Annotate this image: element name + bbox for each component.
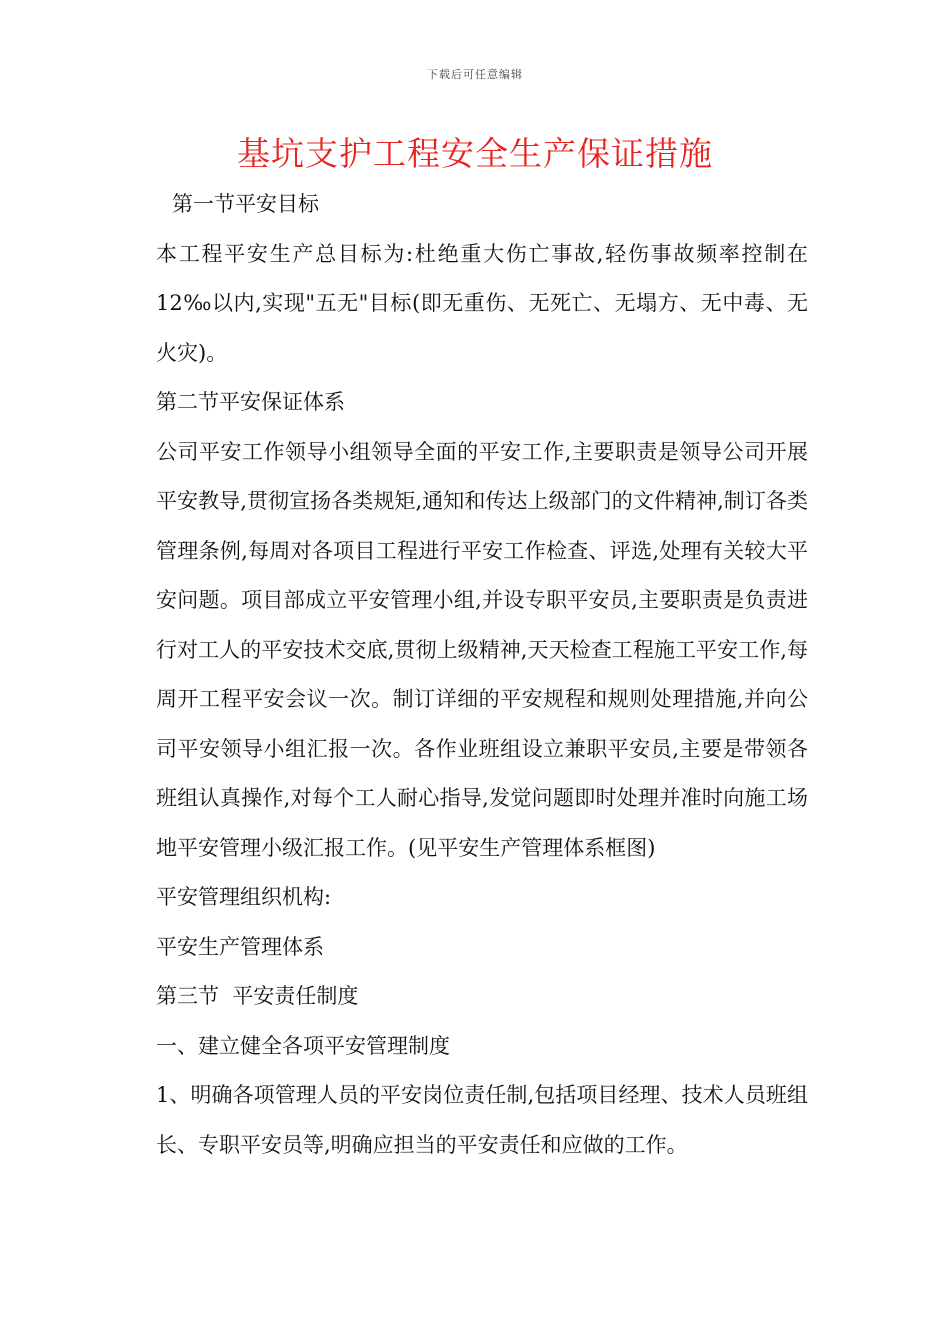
section-heading-1: 第一节平安目标	[172, 192, 319, 216]
paragraph-safety-system: 公司平安工作领导小组领导全面的平安工作,主要职责是领导公司开展平安教导,贯彻宣扬各类规矩,通知和传达上级部门的文件精神,制订各类管理条例,每周对各项目工程进行平安工作检查、评选,处理有关较大平安问题。项目部成立平安管理小组,并设专职平安员,主要职责是负责进行对工人的平安技术交底,贯彻上级精神,天天检查工程施工平安工作,每周开工程平安会议一次。制订详细的平安规程和规则处理措施,并向公司平安领导小组汇报一次。各作业班组设立兼职平安员,主要是带领各班组认真操作,对每个工人耐心指导,发觉问题即时处理并准时向施工场地平安管理小级汇报工作。(见平安生产管理体系框图)	[156, 439, 808, 860]
paragraph-management-system: 平安生产管理体系	[156, 934, 324, 959]
document-body	[146, 180, 808, 1170]
paragraph-safety-goal: 本工程平安生产总目标为:杜绝重大伤亡事故,轻伤事故频率控制在12‰以内,实现"五无"目标(即无重伤、无死亡、无塌方、无中毒、无火灾)。	[156, 241, 808, 365]
subheading-1: 一、建立健全各项平安管理制度	[156, 1033, 450, 1058]
section-heading-3: 第三节 平安责任制度	[156, 984, 359, 1008]
section-heading-2: 第二节平安保证体系	[156, 390, 345, 414]
header-note: 下载后可任意编辑	[427, 68, 523, 81]
paragraph-org-structure: 平安管理组织机构:	[156, 885, 332, 909]
document-title: 基坑支护工程安全生产保证措施	[237, 134, 713, 173]
paragraph-item-1: 1、明确各项管理人员的平安岗位责任制,包括项目经理、技术人员班组长、专职平安员等,明确应担当的平安责任和应做的工作。	[156, 1083, 808, 1157]
